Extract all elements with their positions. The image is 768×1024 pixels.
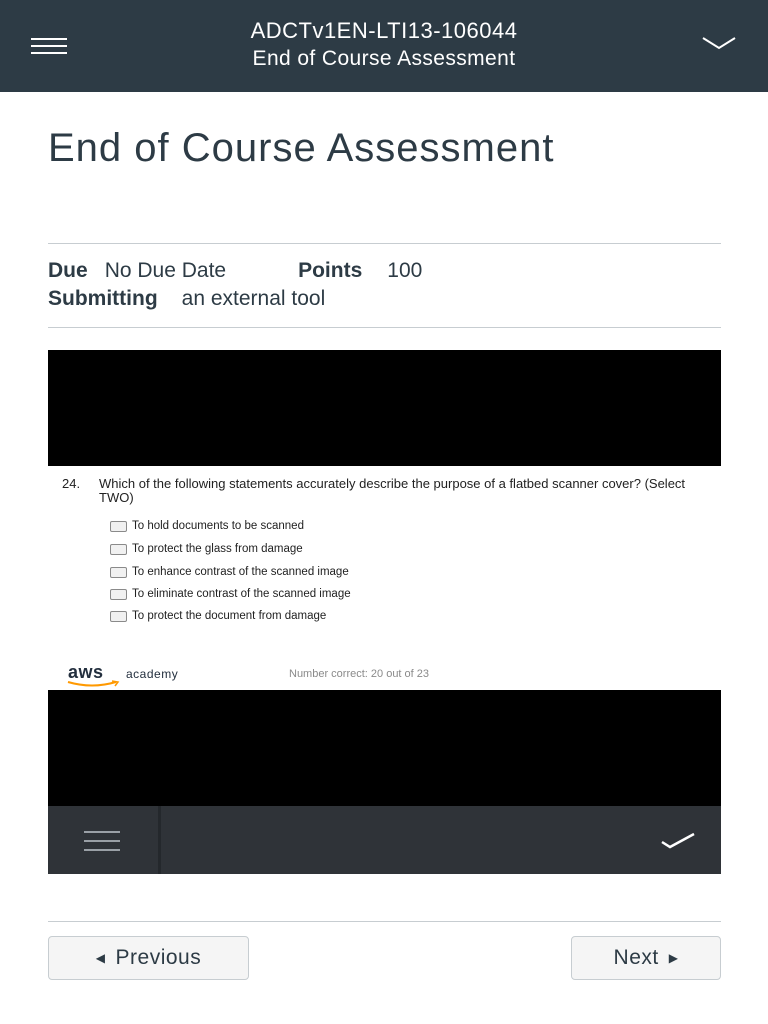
external-tool-frame <box>48 350 721 874</box>
assignment-details-row-1 <box>48 259 422 283</box>
previous-arrow-icon: ◀ <box>95 951 106 965</box>
answer-option[interactable] <box>110 519 304 533</box>
course-code: ADCTv1EN-LTI13-106044 <box>250 18 518 43</box>
answer-option-label: To hold documents to be scanned <box>132 520 304 532</box>
submitting-label: Submitting <box>48 287 158 310</box>
answer-option-label: To protect the glass from damage <box>132 543 303 555</box>
due-label: Due <box>48 259 88 282</box>
next-arrow-icon: ▶ <box>668 951 679 965</box>
points-value: 100 <box>387 259 423 282</box>
answer-option-label: To protect the document from damage <box>132 610 327 622</box>
answer-option[interactable] <box>110 565 349 579</box>
answer-option[interactable] <box>110 587 351 601</box>
tool-bottom-band <box>48 690 721 806</box>
due-value: No Due Date <box>104 259 227 282</box>
divider <box>48 327 721 328</box>
answer-option[interactable] <box>110 542 303 556</box>
checkmark-icon[interactable] <box>660 830 696 850</box>
assignment-details-row-2 <box>48 287 325 311</box>
points-label: Points <box>298 259 363 282</box>
player-divider <box>158 806 161 874</box>
aws-academy-logo <box>66 662 196 688</box>
aws-logo-word: aws <box>68 662 104 682</box>
chevron-down-icon[interactable] <box>702 34 736 54</box>
previous-button-label: Previous <box>115 946 202 969</box>
header-titles <box>0 17 768 73</box>
next-button[interactable] <box>571 936 721 980</box>
previous-button[interactable] <box>48 936 249 980</box>
answer-checkbox[interactable] <box>110 611 127 622</box>
tool-top-band <box>48 350 721 466</box>
divider <box>48 921 721 922</box>
answer-option-label: To eliminate contrast of the scanned image <box>132 588 351 600</box>
player-control-bar <box>48 806 721 874</box>
answer-option-label: To enhance contrast of the scanned image <box>132 566 349 578</box>
divider <box>48 243 721 244</box>
answer-checkbox[interactable] <box>110 589 127 600</box>
aws-smile-icon <box>66 680 122 688</box>
answer-checkbox[interactable] <box>110 567 127 578</box>
header-page-name: End of Course Assessment <box>252 47 516 70</box>
submitting-value: an external tool <box>181 287 326 310</box>
page-title: End of Course Assessment <box>48 126 555 170</box>
score-text: Number correct: 20 out of 23 <box>289 668 430 680</box>
answer-checkbox[interactable] <box>110 521 127 532</box>
next-button-label: Next <box>613 946 659 969</box>
question-text: Which of the following statements accurately describe the purpose of a flatbed scanner cover? (Select TWO) <box>99 476 686 505</box>
list-menu-icon[interactable] <box>84 831 120 851</box>
answer-option[interactable] <box>110 609 326 623</box>
aws-logo-academy: academy <box>126 667 179 681</box>
question-number: 24. <box>62 476 81 491</box>
answer-checkbox[interactable] <box>110 544 127 555</box>
top-header-bar <box>0 0 768 92</box>
